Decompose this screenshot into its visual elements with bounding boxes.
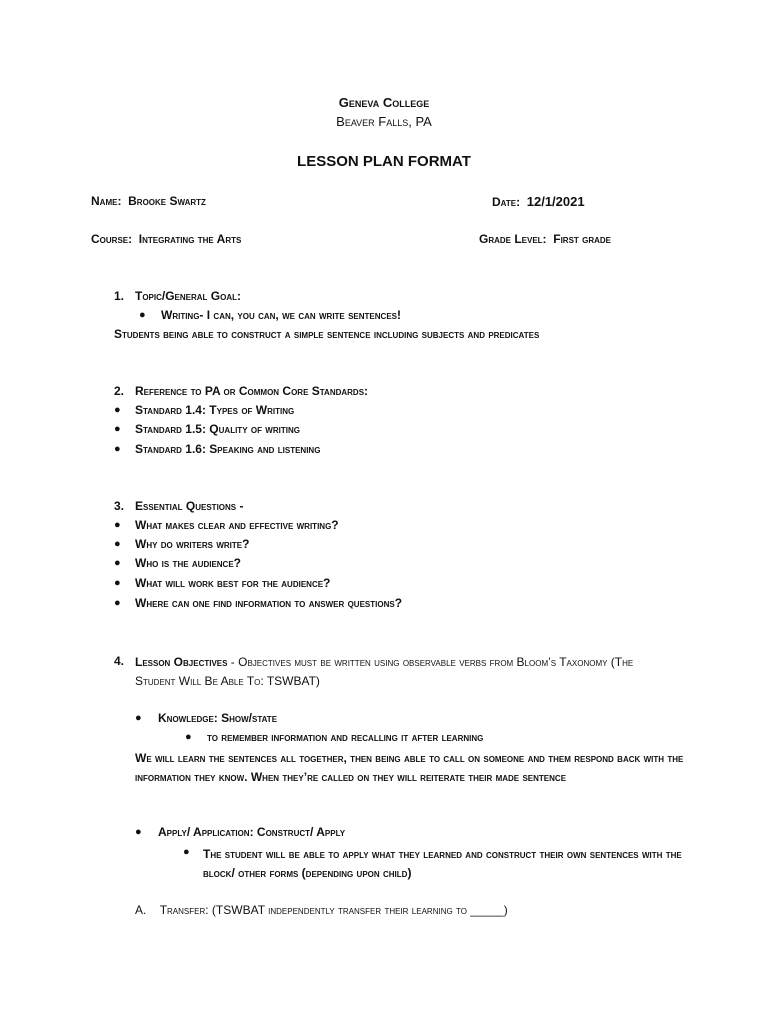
section-4-number: 4. [114,654,125,668]
bullet-icon: ● [135,826,142,838]
section-1-bullet: Writing- I can, you can, we can write sentences! [161,308,401,322]
section-2-number: 2. [114,384,125,398]
bullet-icon: ● [185,731,192,743]
grade-row [479,232,611,246]
transfer-label: Transfer: [159,903,209,917]
list-item: What makes clear and effective writing? [135,518,339,532]
knowledge-text: We will learn the sentences all together, then being able to call on someone and them respond back with the information they know. When they’re called on they will reiterate their made sentence [135,751,684,784]
section-4-heading: Lesson Objectives [135,655,228,669]
section-4-heading-rest: - Objectives must be written using observable verbs from Bloom’s Taxonomy (The Student Will Be Able To: TSWBAT) [135,655,634,688]
apply-sub: The student will be able to apply what they learned and construct their own sentences with the block/ other forms (depending upon child) [203,847,682,880]
course-row [91,232,241,246]
bullet-icon: ● [114,423,121,435]
bullet-icon: ● [114,443,121,455]
section-3-heading: Essential Questions - [135,499,244,513]
list-item: Who is the audience? [135,556,241,570]
section-1-text: Students being able to construct a simple sentence including subjects and predicates [114,327,540,341]
apply-label: Apply/ Application: Construct/ Apply [158,825,346,839]
date-row [492,194,585,209]
list-item: What will work best for the audience? [135,576,331,590]
grade-value: First grade [553,232,612,246]
name-value: Brooke Swartz [128,194,206,208]
college-name: Geneva College [338,95,430,110]
section-2-heading: Reference to PA or Common Core Standards: [135,384,369,398]
transfer-text: (TSWBAT independently transfer their learning to _____) [211,903,508,917]
bullet-icon: ● [114,404,121,416]
name-row [91,194,206,208]
bullet-icon: ● [114,538,121,550]
knowledge-label: Knowledge: Show/state [158,711,278,725]
grade-label: Grade Level: [479,232,547,246]
bullet-icon: ● [135,712,142,724]
knowledge-sub: to remember information and recalling it after learning [207,730,484,744]
bullet-icon: ● [114,519,121,531]
section-3-number: 3. [114,499,125,513]
name-label: Name: [91,194,122,208]
course-value: Integrating the Arts [138,232,242,246]
bullet-icon: ● [114,577,121,589]
list-item: Standard 1.6: Speaking and listening [135,442,321,456]
list-item: Where can one find information to answer questions? [135,596,403,610]
section-1-number: 1. [114,289,125,303]
date-value: 12/1/2021 [526,194,585,209]
section-4-heading-block [135,653,655,691]
bullet-icon: ● [114,557,121,569]
transfer-letter: A. [135,903,147,917]
college-location: Beaver Falls, PA [336,114,432,129]
date-label: Date: [492,195,521,209]
bullet-icon: ● [183,846,190,858]
bullet-icon: ● [139,309,146,321]
list-item: Why do writers write? [135,537,250,551]
section-1-heading: Topic/General Goal: [135,289,241,303]
document-title: LESSON PLAN FORMAT [297,153,471,170]
course-label: Course: [91,232,133,246]
list-item: Standard 1.5: Quality of writing [135,422,300,436]
bullet-icon: ● [114,597,121,609]
list-item: Standard 1.4: Types of Writing [135,403,295,417]
transfer-row [135,903,508,917]
